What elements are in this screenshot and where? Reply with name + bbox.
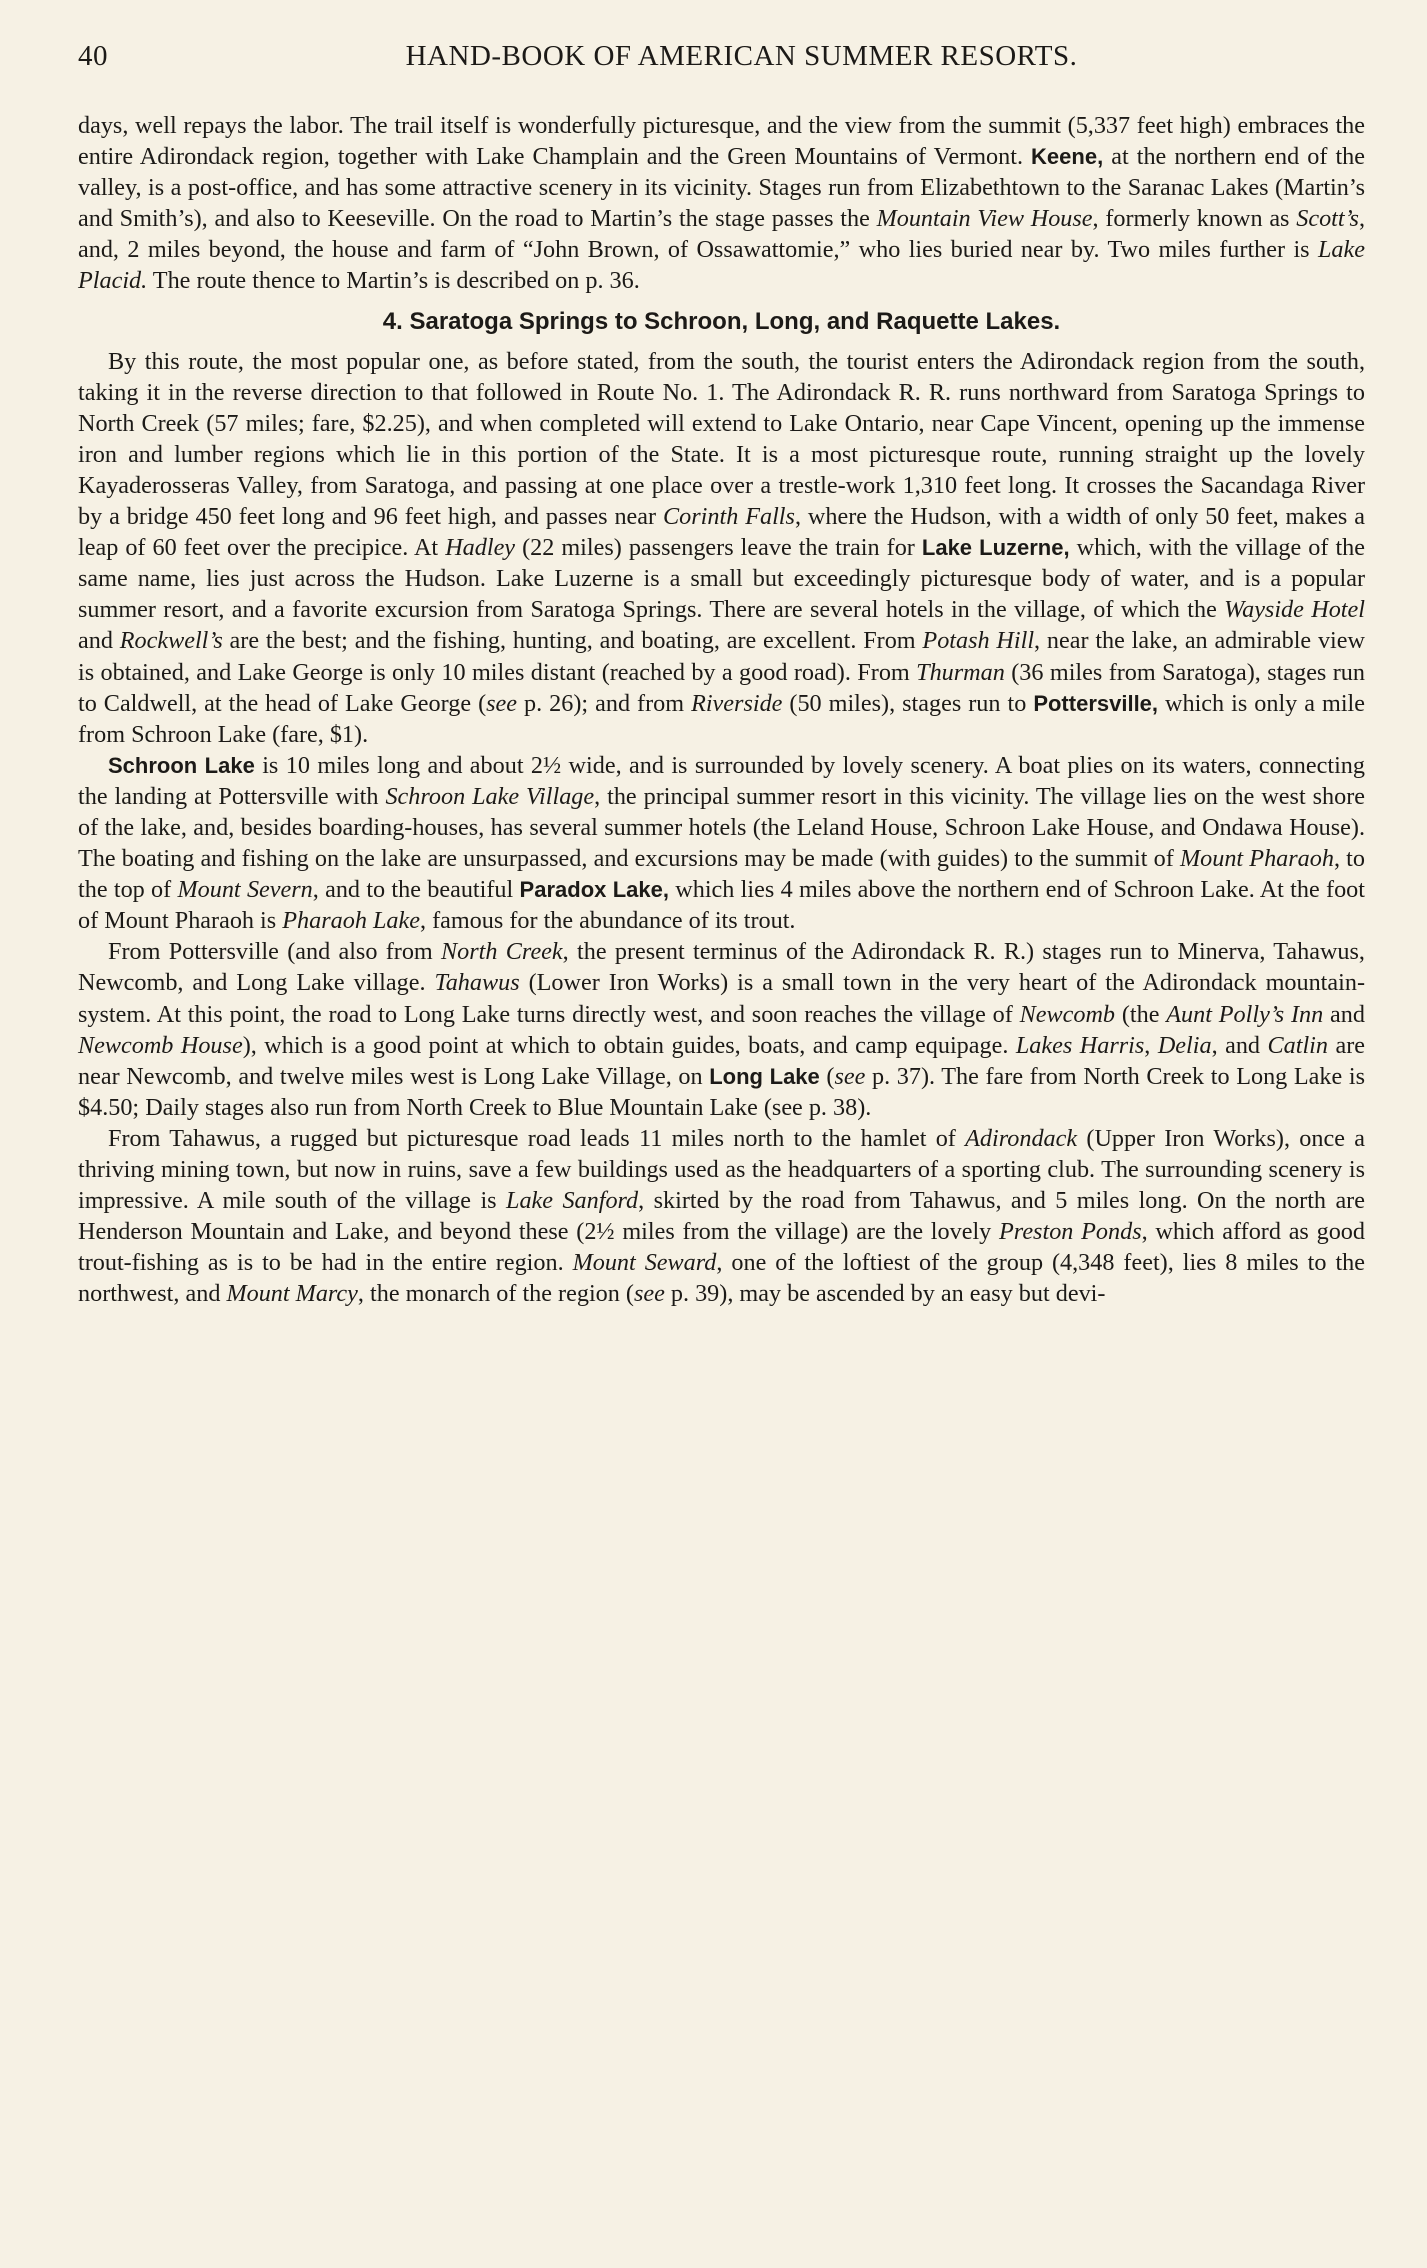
italic-see: see (486, 689, 518, 717)
italic-place-name: Mount Seward (572, 1249, 717, 1277)
italic-place-name: Thurman (916, 658, 1005, 686)
text-run: , where the Hudson, with a width of only 50 feet, makes a leap of 60 feet over the precipice. At (78, 503, 1365, 562)
text-run: The route thence to Martin’s is described on p. 36. (147, 267, 640, 295)
italic-place-name: Mountain View House (876, 205, 1093, 233)
text-run: , the principal summer resort in this vicinity. The village lies on the west shore of the lake, and, besides boarding-houses, has several summer hotels (the Leland House, Schroon Lake House, and Ondawa House). The boating and fishing on the lake are unsurpassed, and excursions may be made (with guides) to the summit of (78, 782, 1365, 873)
text-run: (36 miles from Saratoga), stages run to Caldwell, at the head of Lake George ( (78, 658, 1365, 717)
section-heading: 4. Saratoga Springs to Schroon, Long, and Raquette Lakes. (382, 307, 1061, 335)
text-run: From Tahawus, a rugged but picturesque road leads 11 miles north to the hamlet of (108, 1124, 966, 1152)
italic-place-name: Corinth Falls (663, 503, 795, 531)
bold-place-name: Schroon Lake (108, 752, 255, 778)
italic-place-name: Aunt Polly’s Inn (1166, 1000, 1324, 1028)
italic-place-name: Newcomb House (78, 1031, 243, 1059)
text-run: From Pottersville (and also from (108, 938, 442, 966)
italic-place-name: Catlin (1267, 1031, 1328, 1059)
page-number: 40 (78, 40, 108, 72)
text-run: which, with the village of the same name, lies just across the Hudson. Lake Luzerne is a small but exceedingly picturesque body of water, and is a popular summer resort, and a favorite excursion from Saratoga Springs. There are several hotels in the village, of which the (78, 534, 1366, 624)
text-run: and (78, 627, 120, 655)
italic-place-name: Lake Placid. (78, 236, 1365, 295)
italic-place-name: Potash Hill (922, 627, 1035, 655)
paragraph-pottersville (78, 936, 1365, 1123)
text-run: , which afford as good trout-fishing as is to be had in the entire region. (78, 1218, 1365, 1277)
text-run: (Upper Iron Works), once a thriving mining town, but now in ruins, save a few buildings used as the headquarters of a sporting club. The surrounding scenery is impressive. A mile south of the village is (78, 1124, 1365, 1215)
paragraph-keene (78, 110, 1365, 297)
text-run: which lies 4 miles above the northern end of Schroon Lake. At the foot of Mount Pharaoh is (78, 876, 1365, 935)
italic-place-name: Hadley (445, 534, 516, 562)
italic-place-name: Wayside Hotel (1224, 596, 1365, 624)
text-run: ), which is a good point at which to obtain guides, boats, and camp equipage. (242, 1031, 1016, 1059)
bold-place-name: Keene, (1031, 144, 1104, 170)
text-run: , and to the beautiful (312, 876, 520, 904)
running-head (78, 40, 1365, 80)
italic-place-name: Schroon Lake Village (385, 782, 595, 810)
italic-place-name: Scott’s (1296, 205, 1359, 233)
text-run: (22 miles) passengers leave the train for (515, 534, 922, 562)
text-run: , and, 2 miles beyond, the house and farm of “John Brown, of Ossawattomie,” who lies buried near by. Two miles further is (78, 205, 1365, 264)
text-run: are near Newcomb, and twelve miles west is Long Lake Village, on (78, 1031, 1366, 1090)
italic-place-name: Preston Ponds (999, 1218, 1142, 1246)
bold-place-name: Long Lake (709, 1063, 820, 1089)
text-run: , famous for the abundance of its trout. (419, 907, 796, 935)
text-run: days, well repays the labor. The trail itself is wonderfully picturesque, and the view from the summit (5,337 feet high) embraces the entire Adirondack region, together with Lake Champlain and the Green Mountains of Vermont. (78, 112, 1365, 171)
italic-place-name: Adirondack (965, 1124, 1078, 1152)
italic-place-name: Lakes Harris (1015, 1031, 1145, 1059)
paragraph-schroon (78, 750, 1365, 937)
text-run: ( (819, 1062, 835, 1090)
text-run: are the best; and the fishing, hunting, and boating, are excellent. From (222, 627, 923, 655)
text-run: , the monarch of the region ( (357, 1280, 634, 1308)
paragraph-tahawus (78, 1123, 1365, 1310)
bold-place-name: Lake Luzerne, (921, 535, 1070, 561)
bold-place-name: Pottersville, (1033, 690, 1159, 716)
italic-place-name: Lake Sanford (506, 1187, 639, 1215)
text-run: (50 miles), stages run to (782, 689, 1034, 717)
bold-place-name: Paradox Lake, (519, 877, 669, 903)
italic-place-name: Mount Severn (177, 876, 313, 904)
text-run: p. 37). The fare from North Creek to Long Lake is $4.50; Daily stages also run from North Creek to Blue Mountain Lake (see p. 38). (78, 1062, 1365, 1121)
header-title: HAND-BOOK OF AMERICAN SUMMER RESORTS. (405, 40, 1078, 72)
text-run: which is only a mile from Schroon Lake (fare, $1). (78, 689, 1365, 748)
text-run: (Lower Iron Works) is a small town in the very heart of the Adirondack mountain-system. At this point, the road to Long Lake turns directly west, and soon reaches the village of (78, 969, 1366, 1028)
text-run: , skirted by the road from Tahawus, and 5 miles long. On the north are Henderson Mountain and Lake, and beyond these (2½ miles from the village) are the lovely (78, 1187, 1365, 1246)
text-run: and (1323, 1000, 1365, 1028)
text-run: By this route, the most popular one, as before stated, from the south, the tourist enters the Adirondack region from the south, taking it in the reverse direction to that followed in Route No. 1. The Adirondack R. R. runs northward from Saratoga Springs to North Creek (57 miles; fare, $2.25), and when completed will extend to Lake Ontario, near Cape Vincent, opening up the immense iron and lumber regions which lie in this portion of the State. It is a most picturesque route, running straight up the lovely Kayaderosseras Valley, from Saratoga, and passing at one place over a trestle-work 1,310 feet long. It crosses the Sacandaga River by a bridge 450 feet long and 96 feet high, and passes near (78, 347, 1365, 531)
body-text (78, 110, 1365, 1309)
italic-place-name: Mount Pharaoh (1179, 845, 1334, 873)
paragraph-route (78, 346, 1365, 750)
text-run: , formerly known as (1092, 205, 1297, 233)
text-run: (the (1115, 1000, 1167, 1028)
italic-place-name: Delia (1157, 1031, 1212, 1059)
text-run: , the present terminus of the Adirondack R. R.) stages run to Minerva, Tahawus, Newcomb, and Long Lake village. (78, 938, 1365, 997)
text-run: p. 39), may be ascended by an easy but devi- (664, 1280, 1106, 1308)
text-run: , (1144, 1031, 1158, 1059)
italic-place-name: Pharaoh Lake (282, 907, 420, 935)
italic-place-name: Rockwell’s (119, 627, 223, 655)
text-run: is 10 miles long and about 2½ wide, and is surrounded by lovely scenery. A boat plies on its waters, connecting the landing at Pottersville with (78, 751, 1365, 810)
italic-place-name: Tahawus (434, 969, 520, 997)
text-run: , to the top of (78, 845, 1365, 904)
italic-place-name: Riverside (691, 689, 783, 717)
italic-place-name: Newcomb (1019, 1000, 1116, 1028)
text-run: , near the lake, an admirable view is obtained, and Lake George is only 10 miles distant (reached by a good road). From (78, 627, 1365, 686)
italic-place-name: North Creek (441, 938, 563, 966)
text-run: , and (1211, 1031, 1268, 1059)
text-run: , one of the loftiest of the group (4,348 feet), lies 8 miles to the northwest, and (78, 1249, 1365, 1308)
italic-see: see (633, 1280, 665, 1308)
italic-see: see (834, 1062, 866, 1090)
text-run: at the northern end of the valley, is a post-office, and has some attractive scenery in its vicinity. Stages run from Elizabethtown to the Saranac Lakes (Martin’s and Smith’s), and also to Keeseville. On the road to Martin’s the stage passes the (78, 143, 1365, 233)
text-run: p. 26); and from (517, 689, 692, 717)
italic-place-name: Mount Marcy (226, 1280, 358, 1308)
